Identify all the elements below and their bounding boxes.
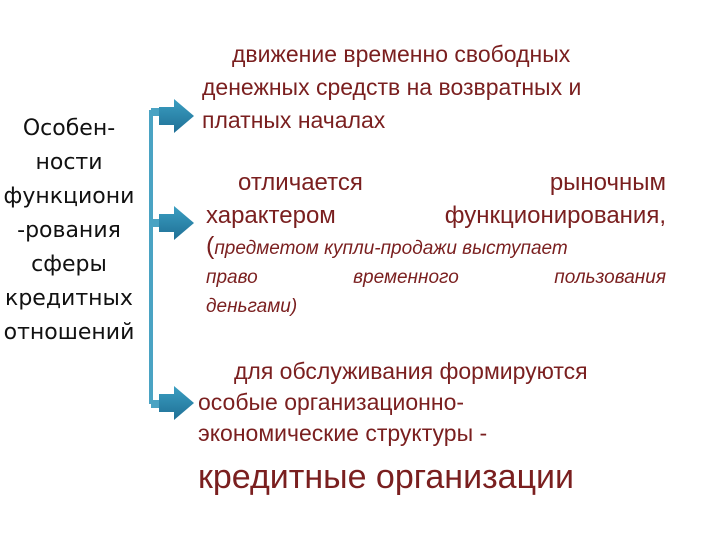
arrow-icon — [151, 99, 194, 133]
item-text-line: особые организационно- — [198, 389, 465, 415]
item-text-word: отличается — [238, 169, 363, 196]
arrow-icon — [151, 206, 194, 240]
arrow-icon — [151, 386, 194, 420]
left-heading-line: Особен- — [22, 116, 116, 141]
item-text-line: экономические структуры - — [198, 420, 488, 446]
item-italic-word: временного — [353, 267, 459, 288]
item-market-character — [206, 166, 666, 321]
item-italic-word: право — [206, 267, 258, 288]
open-parenthesis: ( — [206, 232, 215, 260]
left-heading-line: сферы — [31, 252, 107, 277]
left-heading-line: -рования — [17, 218, 121, 243]
left-heading-line: кредитных — [5, 286, 133, 311]
left-heading-line: ности — [35, 150, 103, 175]
left-heading-line: отношений — [3, 320, 135, 345]
item-repayable-movement — [202, 38, 672, 137]
item-text-line: денежных средств на возвратных и — [202, 74, 582, 100]
left-heading-line: функциони — [3, 184, 135, 209]
emphasis-text: кредитные организации — [198, 458, 575, 496]
item-italic-text: предметом купли-продажи выступает — [214, 238, 568, 259]
item-text-word: функционирования, — [444, 202, 666, 229]
item-text-line: платных началах — [202, 107, 386, 133]
item-text-word: рыночным — [549, 169, 666, 196]
item-text-line: для обслуживания формируются — [234, 358, 588, 384]
item-italic-text: деньгами) — [206, 296, 298, 317]
item-italic-word: пользования — [554, 267, 666, 288]
item-text-word: характером — [206, 202, 336, 229]
item-credit-organizations — [198, 356, 668, 502]
item-text-line: движение временно свободных — [232, 41, 571, 67]
